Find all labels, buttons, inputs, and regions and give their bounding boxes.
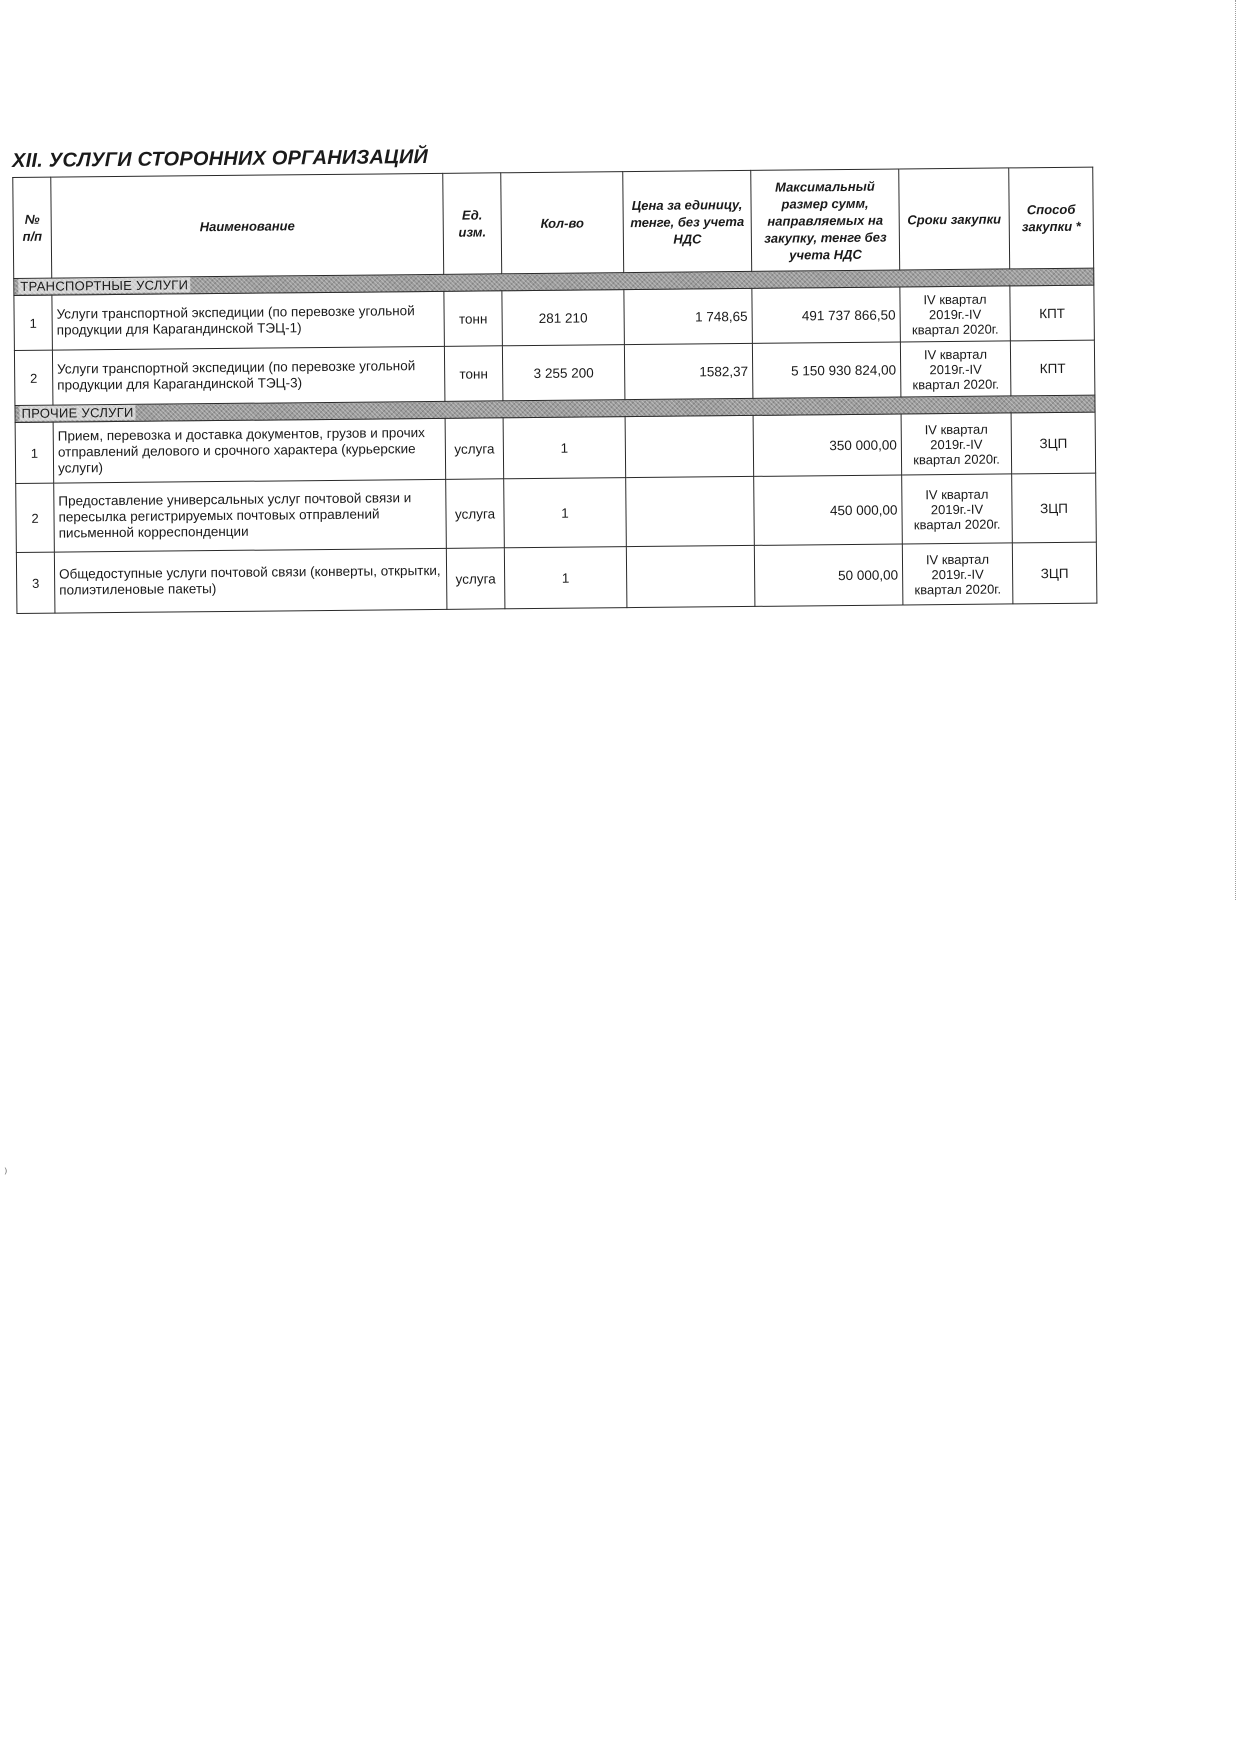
cell-qty: 1 bbox=[503, 417, 626, 479]
cell-max-sum: 5 150 930 824,00 bbox=[752, 342, 901, 398]
cell-num: 1 bbox=[14, 295, 53, 350]
cell-max-sum: 491 737 866,50 bbox=[752, 287, 901, 343]
document-body bbox=[12, 140, 1096, 614]
cell-term: IV квартал 2019г.-IV квартал 2020г. bbox=[902, 474, 1013, 544]
cell-name: Услуги транспортной экспедиции (по перевозке угольной продукции для Карагандинской ТЭЦ-3) bbox=[52, 346, 445, 405]
cell-name: Прием, перевозка и доставка документов, грузов и прочих отправлений делового и срочного характера (курьерские услуги) bbox=[53, 418, 446, 483]
table-row bbox=[16, 473, 1097, 552]
header-price: Цена за единицу, тенге, без учета НДС bbox=[623, 170, 752, 272]
header-term: Сроки закупки bbox=[899, 168, 1010, 270]
cell-unit: тонн bbox=[444, 346, 503, 402]
cell-price: 1 748,65 bbox=[624, 288, 753, 344]
cell-num: 1 bbox=[15, 422, 54, 483]
cell-term: IV квартал 2019г.-IV квартал 2020г. bbox=[900, 286, 1011, 342]
cell-qty: 1 bbox=[504, 547, 627, 609]
cell-method: КПТ bbox=[1010, 340, 1095, 396]
header-method: Способ закупки * bbox=[1009, 167, 1094, 269]
cell-unit: тонн bbox=[444, 291, 503, 347]
scan-edge-artifact bbox=[1229, 0, 1236, 900]
cell-max-sum: 50 000,00 bbox=[754, 544, 903, 606]
table-row bbox=[15, 412, 1096, 483]
cell-max-sum: 450 000,00 bbox=[754, 475, 903, 545]
cell-term: IV квартал 2019г.-IV квартал 2020г. bbox=[902, 543, 1013, 605]
cell-unit: услуга bbox=[446, 548, 505, 610]
header-unit: Ед. изм. bbox=[443, 173, 502, 275]
cell-num: 2 bbox=[14, 350, 53, 405]
cell-price bbox=[626, 545, 755, 607]
table-header-row bbox=[13, 167, 1094, 278]
cell-max-sum: 350 000,00 bbox=[753, 414, 902, 476]
cell-name: Услуги транспортной экспедиции (по перевозке угольной продукции для Карагандинской ТЭЦ-1) bbox=[52, 291, 445, 350]
cell-method: ЗЦП bbox=[1012, 542, 1097, 604]
header-name: Наименование bbox=[51, 173, 444, 278]
cell-term: IV квартал 2019г.-IV квартал 2020г. bbox=[901, 413, 1012, 475]
cell-num: 2 bbox=[16, 483, 55, 552]
cell-unit: услуга bbox=[446, 479, 505, 549]
cell-unit: услуга bbox=[445, 418, 504, 480]
group-title-text: ТРАНСПОРТНЫЕ УСЛУГИ bbox=[20, 277, 189, 294]
cell-term: IV квартал 2019г.-IV квартал 2020г. bbox=[900, 341, 1011, 397]
cell-num: 3 bbox=[16, 552, 55, 613]
cell-name: Общедоступные услуги почтовой связи (конверты, открытки, полиэтиленовые пакеты) bbox=[54, 548, 447, 613]
cell-price: 1582,37 bbox=[624, 343, 753, 399]
cell-method: ЗЦП bbox=[1011, 412, 1096, 474]
services-table bbox=[12, 167, 1097, 614]
cell-method: ЗЦП bbox=[1012, 473, 1097, 543]
scan-margin-mark: ⁾ bbox=[4, 1165, 8, 1181]
cell-price bbox=[625, 415, 754, 477]
section-title: XII. УСЛУГИ СТОРОННИХ ОРГАНИЗАЦИЙ bbox=[12, 146, 429, 172]
cell-price bbox=[626, 476, 755, 546]
table-row bbox=[16, 542, 1097, 613]
header-num: № п/п bbox=[13, 177, 52, 278]
group-title-text: ПРОЧИЕ УСЛУГИ bbox=[21, 404, 134, 421]
cell-method: КПТ bbox=[1010, 285, 1095, 341]
cell-qty: 281 210 bbox=[502, 290, 625, 346]
header-qty: Кол-во bbox=[501, 172, 624, 274]
header-max-sum: Максимальный размер сумм, направляемых на закупку, тенге без учета НДС bbox=[751, 169, 900, 271]
cell-qty: 3 255 200 bbox=[502, 345, 625, 401]
cell-name: Предоставление универсальных услуг почтовой связи и пересылка регистрируемых почтовых отправлений письменной корреспонденции bbox=[54, 479, 447, 552]
cell-qty: 1 bbox=[504, 478, 627, 548]
